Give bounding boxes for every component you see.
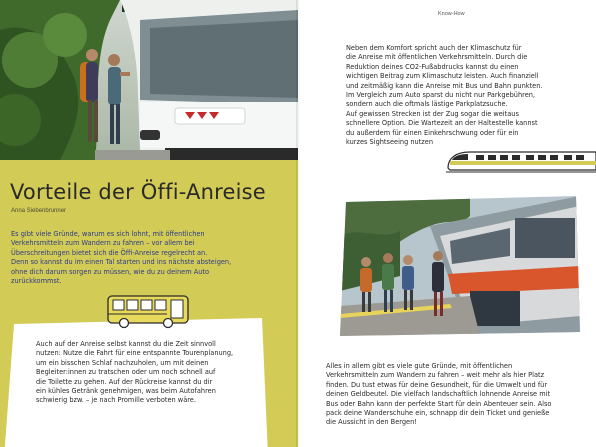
- train-icon: [446, 148, 596, 174]
- intro-paragraph: Es gibt viele Gründe, warum es sich lohnt, mit öffentlichen Verkehrsmitteln zum Wandern zu fahren – vor allem bei Überschreitungen bietet sich die Öffi-Anreise regelrecht an. Denn so kannst du im einen Tal starten und ins nächste absteigen, ohne dich darum sorgen zu müssen, wie du zu deinem Auto zurückkommst.: [11, 230, 232, 286]
- article-title: Vorteile der Öffi-Anreise: [10, 180, 266, 204]
- author-name: Anna Siebenbrunner: [11, 208, 67, 214]
- climate-paragraph: Neben dem Komfort spricht auch der Klimaschutz für die Anreise mit öffentlichen Verkehrsmitteln. Durch die Reduktion deines CO2-Fußabdrucks kannst du einen wichtigen Beitrag zum Klimaschutz leisten. Auch finanziell und zeitmäßig kann die Anreise mit Bus und Bahn punkten. Im Vergleich zum Auto sparst du nicht nur Parkgebühren, sondern auch die oftmals lästige Parkplatzsuche. Auf gewissen Strecken ist der Zug sogar die weitaus schnellere Option. Die Wartezeit an der Haltestelle kannst du außerdem für einen Einkehrschwung oder für ein kurzes Sightseeing nutzen: [346, 44, 543, 147]
- closing-paragraph: Alles in allem gibt es viele gute Gründe, mit öffentlichen Verkehrsmitteln zum Wandern zu fahren – weit mehr als hier Platz finden. Du tust etwas für deine Gesundheit, für die Umwelt und für deinen Geldbeutel. Die vielfach landschaftlich lohnende Anreise mit Bus oder Bahn kann der perfekte Start für dein Abenteuer sein. Also pack deine Wanderschuhe ein, schnapp dir dein Ticket und genieße die Aussicht in den Bergen!: [326, 362, 552, 427]
- train-platform-photo: [340, 196, 580, 336]
- callout-paragraph: Auch auf der Anreise selbst kannst du die Zeit sinnvoll nutzen: Nutze die Fahrt für eine entspannte Tourenplanung, um ein bisschen Schlaf nachzuholen, um mit deinen Begleiter:innen zu tratschen oder um noch schnell auf die Toilette zu gehen. Auf der Rückreise kannst du dir ein kühles Getränk genehmigen, was beim Autofahren schwierig bzw. – je nach Promille verboten wäre.: [36, 340, 234, 405]
- bus-stop-photo: [0, 0, 298, 160]
- page-gutter: [296, 0, 300, 447]
- bus-icon: [105, 292, 191, 332]
- section-label: Know-How: [438, 11, 465, 17]
